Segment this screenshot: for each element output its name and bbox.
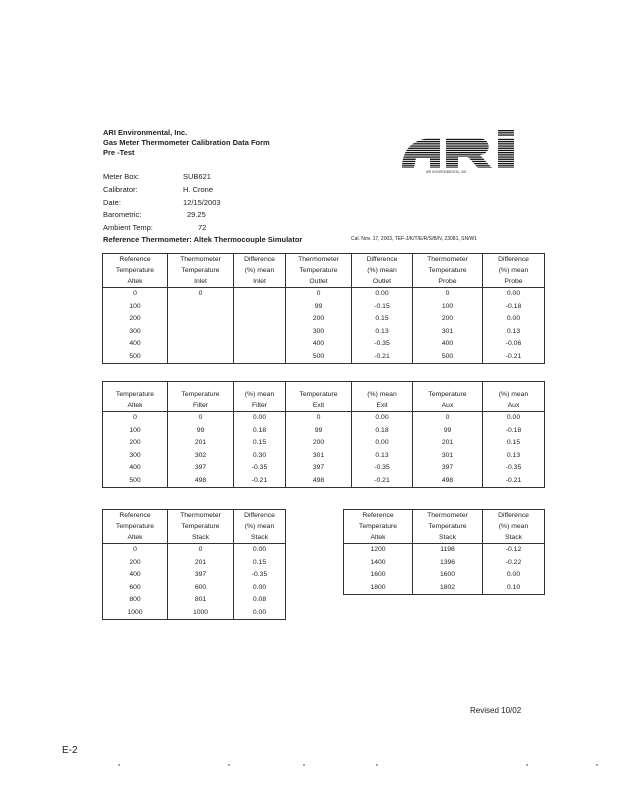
header-cell: Exit — [286, 400, 352, 412]
table-cell — [234, 313, 286, 326]
table-row — [103, 594, 286, 607]
table-row — [103, 351, 545, 364]
table-cell: 400 — [103, 569, 168, 582]
table-cell: -0.35 — [234, 462, 286, 475]
table-cell: 0.13 — [352, 326, 413, 339]
table-cell — [168, 326, 234, 339]
table-cell: 397 — [168, 569, 234, 582]
table-cell: 200 — [286, 437, 352, 450]
table-cell: 0.00 — [352, 437, 413, 450]
header-cell: (%) mean — [234, 382, 286, 401]
calibration-table-stack-high — [343, 509, 545, 595]
header-cell: Reference — [344, 510, 413, 522]
table-cell — [168, 338, 234, 351]
header-cell: Temperature — [168, 382, 234, 401]
date-value: 12/15/2003 — [183, 198, 221, 207]
table-cell — [168, 301, 234, 314]
table-cell: 0.15 — [234, 437, 286, 450]
table-cell: 301 — [286, 450, 352, 463]
header-cell: Temperature — [286, 382, 352, 401]
header-cell: Thermometer — [413, 510, 483, 522]
table-cell: -0.21 — [483, 475, 545, 488]
calibration-table-filter-exit-aux — [102, 381, 545, 488]
reference-thermometer-id: Cal. Nov. 17, 2003, TEF-J/K/T/E/R/S/B/N, 23081, SN/W1 — [351, 236, 477, 242]
header-cell: (%) mean — [234, 521, 286, 532]
table-row — [103, 288, 545, 301]
table-cell: 0.13 — [483, 450, 545, 463]
table-header-row — [103, 400, 545, 412]
table-cell: 397 — [413, 462, 483, 475]
table-row — [344, 582, 545, 595]
scan-speck — [118, 764, 120, 766]
header-cell: Altek — [344, 532, 413, 544]
table-cell — [168, 351, 234, 364]
revised-date: Revised 10/02 — [470, 706, 522, 715]
table-cell: 200 — [103, 437, 168, 450]
table-row — [103, 301, 545, 314]
calibrator-label: Calibrator: — [103, 185, 138, 194]
header-cell: Difference — [234, 254, 286, 266]
table-row — [103, 313, 545, 326]
table-row — [103, 437, 545, 450]
header-cell: Inlet — [234, 276, 286, 288]
scan-speck — [228, 764, 230, 766]
table-cell: 0.00 — [234, 582, 286, 595]
table-cell: 201 — [413, 437, 483, 450]
table-cell: 200 — [103, 313, 168, 326]
table-cell: 400 — [413, 338, 483, 351]
table-cell: 0 — [103, 288, 168, 301]
table-cell: 100 — [103, 425, 168, 438]
ari-logo — [400, 130, 525, 174]
table-cell: -0.35 — [352, 338, 413, 351]
table-header-row — [103, 254, 545, 266]
table-cell: 0.00 — [483, 569, 545, 582]
table-cell — [234, 351, 286, 364]
table-cell: 0.18 — [234, 425, 286, 438]
table-row — [103, 326, 545, 339]
table-cell: -0.12 — [483, 544, 545, 557]
table-cell: 1800 — [344, 582, 413, 595]
table-cell: -0.21 — [483, 351, 545, 364]
header-cell: Temperature — [168, 521, 234, 532]
table-row — [103, 338, 545, 351]
header-cell: Inlet — [168, 276, 234, 288]
table-row — [103, 544, 286, 557]
table-row — [103, 475, 545, 488]
table-cell: 1396 — [413, 557, 483, 570]
page-number: E-2 — [62, 745, 78, 756]
header-cell: Altek — [103, 532, 168, 544]
table-cell: 500 — [413, 351, 483, 364]
table-cell: 0 — [168, 544, 234, 557]
header-cell: Temperature — [103, 521, 168, 532]
reference-thermometer-label: Reference Thermometer: Altek Thermocouple Simulator — [103, 235, 303, 244]
header-cell: Temperature — [286, 265, 352, 276]
table-row — [103, 425, 545, 438]
table-cell: 200 — [286, 313, 352, 326]
table-cell: 99 — [413, 425, 483, 438]
table-cell: 0.13 — [483, 326, 545, 339]
table-cell: 498 — [168, 475, 234, 488]
table-cell: 1600 — [344, 569, 413, 582]
header-cell: Temperature — [413, 521, 483, 532]
table-cell — [168, 313, 234, 326]
table-cell: 1600 — [413, 569, 483, 582]
table-cell: -0.18 — [483, 301, 545, 314]
header-cell: Thermometer — [286, 254, 352, 266]
header-cell: Altek — [103, 400, 168, 412]
table-cell: 600 — [168, 582, 234, 595]
table-cell: 1000 — [168, 607, 234, 620]
table-cell — [234, 338, 286, 351]
table-cell: 0.00 — [352, 288, 413, 301]
table-cell: 0 — [413, 288, 483, 301]
header-cell: Difference — [352, 254, 413, 266]
header-cell: Difference — [483, 254, 545, 266]
table-cell: 0.30 — [234, 450, 286, 463]
table-cell: 600 — [103, 582, 168, 595]
table-cell: 200 — [103, 557, 168, 570]
table-cell: 0.00 — [352, 412, 413, 425]
table-cell: 397 — [168, 462, 234, 475]
header-cell: Altek — [103, 276, 168, 288]
table-cell: -0.21 — [352, 351, 413, 364]
form-title: Gas Meter Thermometer Calibration Data Form — [103, 138, 270, 147]
table-cell — [234, 326, 286, 339]
ambient-temp-value: 72 — [198, 223, 207, 232]
header-cell: (%) mean — [483, 265, 545, 276]
form-header — [103, 128, 270, 158]
header-cell: Difference — [234, 510, 286, 522]
header-cell: Thermometer — [413, 254, 483, 266]
header-cell: Temperature — [168, 265, 234, 276]
table-cell — [234, 301, 286, 314]
header-cell: Temperature — [413, 265, 483, 276]
header-cell: Temperature — [413, 382, 483, 401]
table-cell: 200 — [413, 313, 483, 326]
table-cell: -0.18 — [483, 425, 545, 438]
table-cell: 498 — [413, 475, 483, 488]
header-cell: Probe — [483, 276, 545, 288]
table-cell: 0.18 — [352, 425, 413, 438]
table-cell: 801 — [168, 594, 234, 607]
scan-speck — [596, 764, 598, 766]
table-header-row — [344, 532, 545, 544]
table-cell: 300 — [103, 326, 168, 339]
table-cell: 0 — [103, 544, 168, 557]
table-cell: 0.00 — [483, 412, 545, 425]
table-cell: -0.35 — [234, 569, 286, 582]
table-cell: 400 — [103, 462, 168, 475]
table-header-row — [103, 532, 286, 544]
table-cell: 1198 — [413, 544, 483, 557]
table-cell: -0.21 — [234, 475, 286, 488]
table-cell: 500 — [286, 351, 352, 364]
table-cell: 0 — [286, 288, 352, 301]
header-cell: Temperature — [344, 521, 413, 532]
header-cell: Outlet — [352, 276, 413, 288]
table-cell: 0.00 — [483, 288, 545, 301]
calibration-table-stack-low — [102, 509, 286, 620]
test-phase: Pre -Test — [103, 148, 135, 157]
meter-info — [103, 172, 523, 252]
table-cell: 0.15 — [483, 437, 545, 450]
table-cell: 800 — [103, 594, 168, 607]
table-cell: 500 — [103, 475, 168, 488]
table-row — [103, 582, 286, 595]
table-cell: 100 — [413, 301, 483, 314]
table-cell: 0.13 — [352, 450, 413, 463]
header-cell: Filter — [234, 400, 286, 412]
header-cell: Exit — [352, 400, 413, 412]
header-cell: Thermometer — [168, 510, 234, 522]
header-cell: Reference — [103, 510, 168, 522]
table-cell: 201 — [168, 557, 234, 570]
table-cell: 1400 — [344, 557, 413, 570]
table-header-row — [103, 382, 545, 401]
table-cell: 0.00 — [483, 313, 545, 326]
logo-tagline: ARI ENVIRONMENTAL, INC. — [426, 170, 468, 174]
table-cell: 0 — [168, 412, 234, 425]
table-cell: 498 — [286, 475, 352, 488]
header-cell: Temperature — [103, 382, 168, 401]
barometric-value: 29.25 — [187, 210, 206, 219]
meter-box-value: SUB621 — [183, 172, 211, 181]
table-cell: 301 — [413, 326, 483, 339]
table-cell: 0 — [103, 412, 168, 425]
table-cell: 302 — [168, 450, 234, 463]
header-cell: Stack — [483, 532, 545, 544]
table-cell: 0.00 — [234, 412, 286, 425]
calibrator-value: H. Crone — [183, 185, 214, 194]
header-cell: (%) mean — [352, 382, 413, 401]
table-cell: -0.15 — [352, 301, 413, 314]
header-cell: (%) mean — [352, 265, 413, 276]
header-cell: Temperature — [103, 265, 168, 276]
table-row — [103, 607, 286, 620]
header-cell: (%) mean — [483, 382, 545, 401]
table-cell: 397 — [286, 462, 352, 475]
table-cell: 99 — [286, 425, 352, 438]
header-cell: (%) mean — [483, 521, 545, 532]
barometric-label: Barometric: — [103, 210, 142, 219]
scan-speck — [526, 764, 528, 766]
table-header-row — [103, 510, 286, 522]
table-row — [103, 557, 286, 570]
header-cell: Stack — [168, 532, 234, 544]
table-row — [103, 569, 286, 582]
table-cell: 301 — [413, 450, 483, 463]
scan-speck — [376, 764, 378, 766]
table-cell: -0.22 — [483, 557, 545, 570]
table-cell: 300 — [286, 326, 352, 339]
table-cell: 0.00 — [234, 607, 286, 620]
header-cell: Probe — [413, 276, 483, 288]
date-label: Date: — [103, 198, 121, 207]
header-cell: Stack — [413, 532, 483, 544]
table-cell: 99 — [286, 301, 352, 314]
table-cell: 1200 — [344, 544, 413, 557]
header-cell: Filter — [168, 400, 234, 412]
table-cell: 500 — [103, 351, 168, 364]
table-header-row — [103, 521, 286, 532]
table-row — [103, 450, 545, 463]
header-cell: Aux — [483, 400, 545, 412]
meter-box-label: Meter Box: — [103, 172, 140, 181]
table-row — [344, 569, 545, 582]
table-cell: 400 — [103, 338, 168, 351]
table-row — [103, 462, 545, 475]
table-cell: 400 — [286, 338, 352, 351]
header-cell: Outlet — [286, 276, 352, 288]
header-cell: Thermometer — [168, 254, 234, 266]
table-cell: 0.00 — [234, 544, 286, 557]
table-row — [344, 544, 545, 557]
table-cell: 1000 — [103, 607, 168, 620]
header-cell: Reference — [103, 254, 168, 266]
header-cell: Aux — [413, 400, 483, 412]
table-cell: 100 — [103, 301, 168, 314]
table-cell: -0.21 — [352, 475, 413, 488]
table-cell: -0.35 — [483, 462, 545, 475]
table-cell — [234, 288, 286, 301]
table-cell: 99 — [168, 425, 234, 438]
company-name: ARI Environmental, Inc. — [103, 128, 188, 137]
table-header-row — [344, 510, 545, 522]
table-cell: 0.15 — [234, 557, 286, 570]
table-cell: 0.15 — [352, 313, 413, 326]
table-row — [344, 557, 545, 570]
table-cell: 300 — [103, 450, 168, 463]
table-header-row — [344, 521, 545, 532]
table-cell: 0.08 — [234, 594, 286, 607]
scan-speck — [303, 764, 305, 766]
header-cell: (%) mean — [234, 265, 286, 276]
table-cell: 0.10 — [483, 582, 545, 595]
header-cell: Stack — [234, 532, 286, 544]
table-cell: -0.35 — [352, 462, 413, 475]
table-cell: 1802 — [413, 582, 483, 595]
header-cell: Difference — [483, 510, 545, 522]
table-header-row — [103, 265, 545, 276]
table-cell: 201 — [168, 437, 234, 450]
table-cell: 0 — [168, 288, 234, 301]
ambient-temp-label: Ambient Temp: — [103, 223, 153, 232]
table-cell: 0 — [286, 412, 352, 425]
table-cell: -0.06 — [483, 338, 545, 351]
table-cell: 0 — [413, 412, 483, 425]
table-row — [103, 412, 545, 425]
calibration-table-inlet-outlet-probe — [102, 253, 545, 364]
table-header-row — [103, 276, 545, 288]
